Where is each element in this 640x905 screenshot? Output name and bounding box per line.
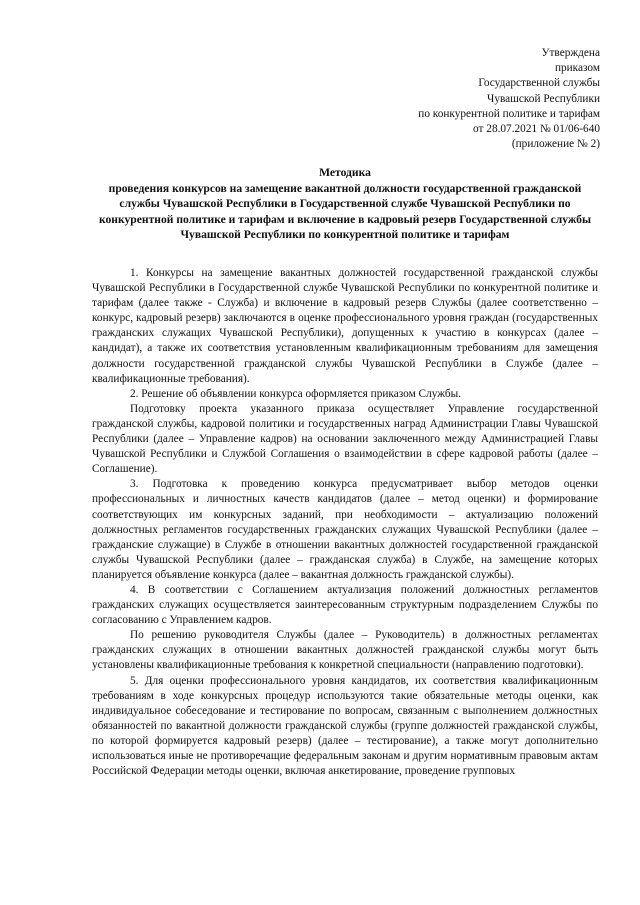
approval-line: Утверждена xyxy=(541,47,600,59)
title-heading: Методика xyxy=(319,166,371,179)
body-paragraph: 5. Для оценки профессионального уровня кандидатов, их соответствия квалификационным требованиям в ходе конкурсных процедур используются такие обязательные методы оценки, как индивидуальное собеседование и тестирование по вопросам, связанным с выполнением должностных обязанностей по вакантной должности гражданской службы (группе должностей гражданской службы, по которой формируется кадровый резерв) (далее – тестирование), а также могут дополнительно использоваться иные не противоречащие федеральным законам и другим нормативным правовым актам Российской Федерации методы оценки, включая анкетирование, проведение групповых xyxy=(92,674,598,778)
approval-line: (приложение № 2) xyxy=(511,138,600,151)
approval-line: от 28.07.2021 № 01/06-640 xyxy=(473,123,600,136)
body-paragraph: 4. В соответствии с Соглашением актуализация положений должностных регламентов гражданских служащих осуществляется заинтересованным структурным подразделением Службы по согласованию с Управлением кадров. xyxy=(92,583,598,627)
body-paragraph: Подготовку проекта указанного приказа осуществляет Управление государственной гражданской службы, кадровой политики и государственных наград Администрации Главы Чувашской Республики (далее – Управление кадров) на основании заключенного между Администрацией Главы Чувашской Республики и Службой Соглашения о взаимодействии в сфере кадровой работы (далее – Соглашение). xyxy=(92,402,598,476)
body-paragraph: 2. Решение об объявлении конкурса оформляется приказом Службы. xyxy=(130,387,462,400)
approval-line: по конкурентной политике и тарифам xyxy=(418,107,600,120)
approval-line: приказом xyxy=(554,62,600,75)
document-title xyxy=(92,165,598,243)
approval-stamp-block xyxy=(418,46,600,152)
approval-line: Чувашской Республики xyxy=(486,92,600,105)
approval-line: Государственной службы xyxy=(478,77,600,90)
title-subtitle: проведения конкурсов на замещение вакантной должности государственной гражданской службы Чувашской Республики в Государственной службе Чувашской Республики по конкурентной политике и тарифам и включение в кадровый резерв Государственной службы Чувашской Республики по конкурентной политике и тарифам xyxy=(98,181,592,242)
body-paragraph: По решению руководителя Службы (далее – Руководитель) в должностных регламентах гражданских служащих в отношении вакантных должностей гражданской службы могут быть установлены квалификационные требования к конкретной специальности (направлению подготовки). xyxy=(92,629,598,672)
document-body xyxy=(92,266,598,779)
body-paragraph: 1. Конкурсы на замещение вакантных должностей государственной гражданской службы Чувашской Республики в Государственной службе Чувашской Республики по конкурентной политике и тарифам (далее также - Служба) и включение в кадровый резерв Службы (далее соответственно – конкурс, кадровый резерв) заключаются в оценке профессионального уровня граждан (государственных гражданских служащих Чувашской Республики), допущенных к участию в конкурсах (далее – кандидат), а также их соответствия установленным квалификационным требованиям для замещения должности государственной гражданской службы Чувашской Республики в Службе (далее – квалификационные требования). xyxy=(92,267,598,385)
body-paragraph: 3. Подготовка к проведению конкурса предусматривает выбор методов оценки профессиональных и личностных качеств кандидатов (далее – метод оценки) и формирование соответствующих им конкурсных заданий, при необходимости – актуализацию положений должностных регламентов государственных гражданских служащих Чувашской Республики (далее – гражданские служащие) в Службе в отношении вакантных должностей государственной гражданской службы Чувашской Республики (далее – гражданская служба) в Службе, на замещение которых планируется объявление конкурса (далее – вакантная должность гражданской службы). xyxy=(92,478,598,581)
